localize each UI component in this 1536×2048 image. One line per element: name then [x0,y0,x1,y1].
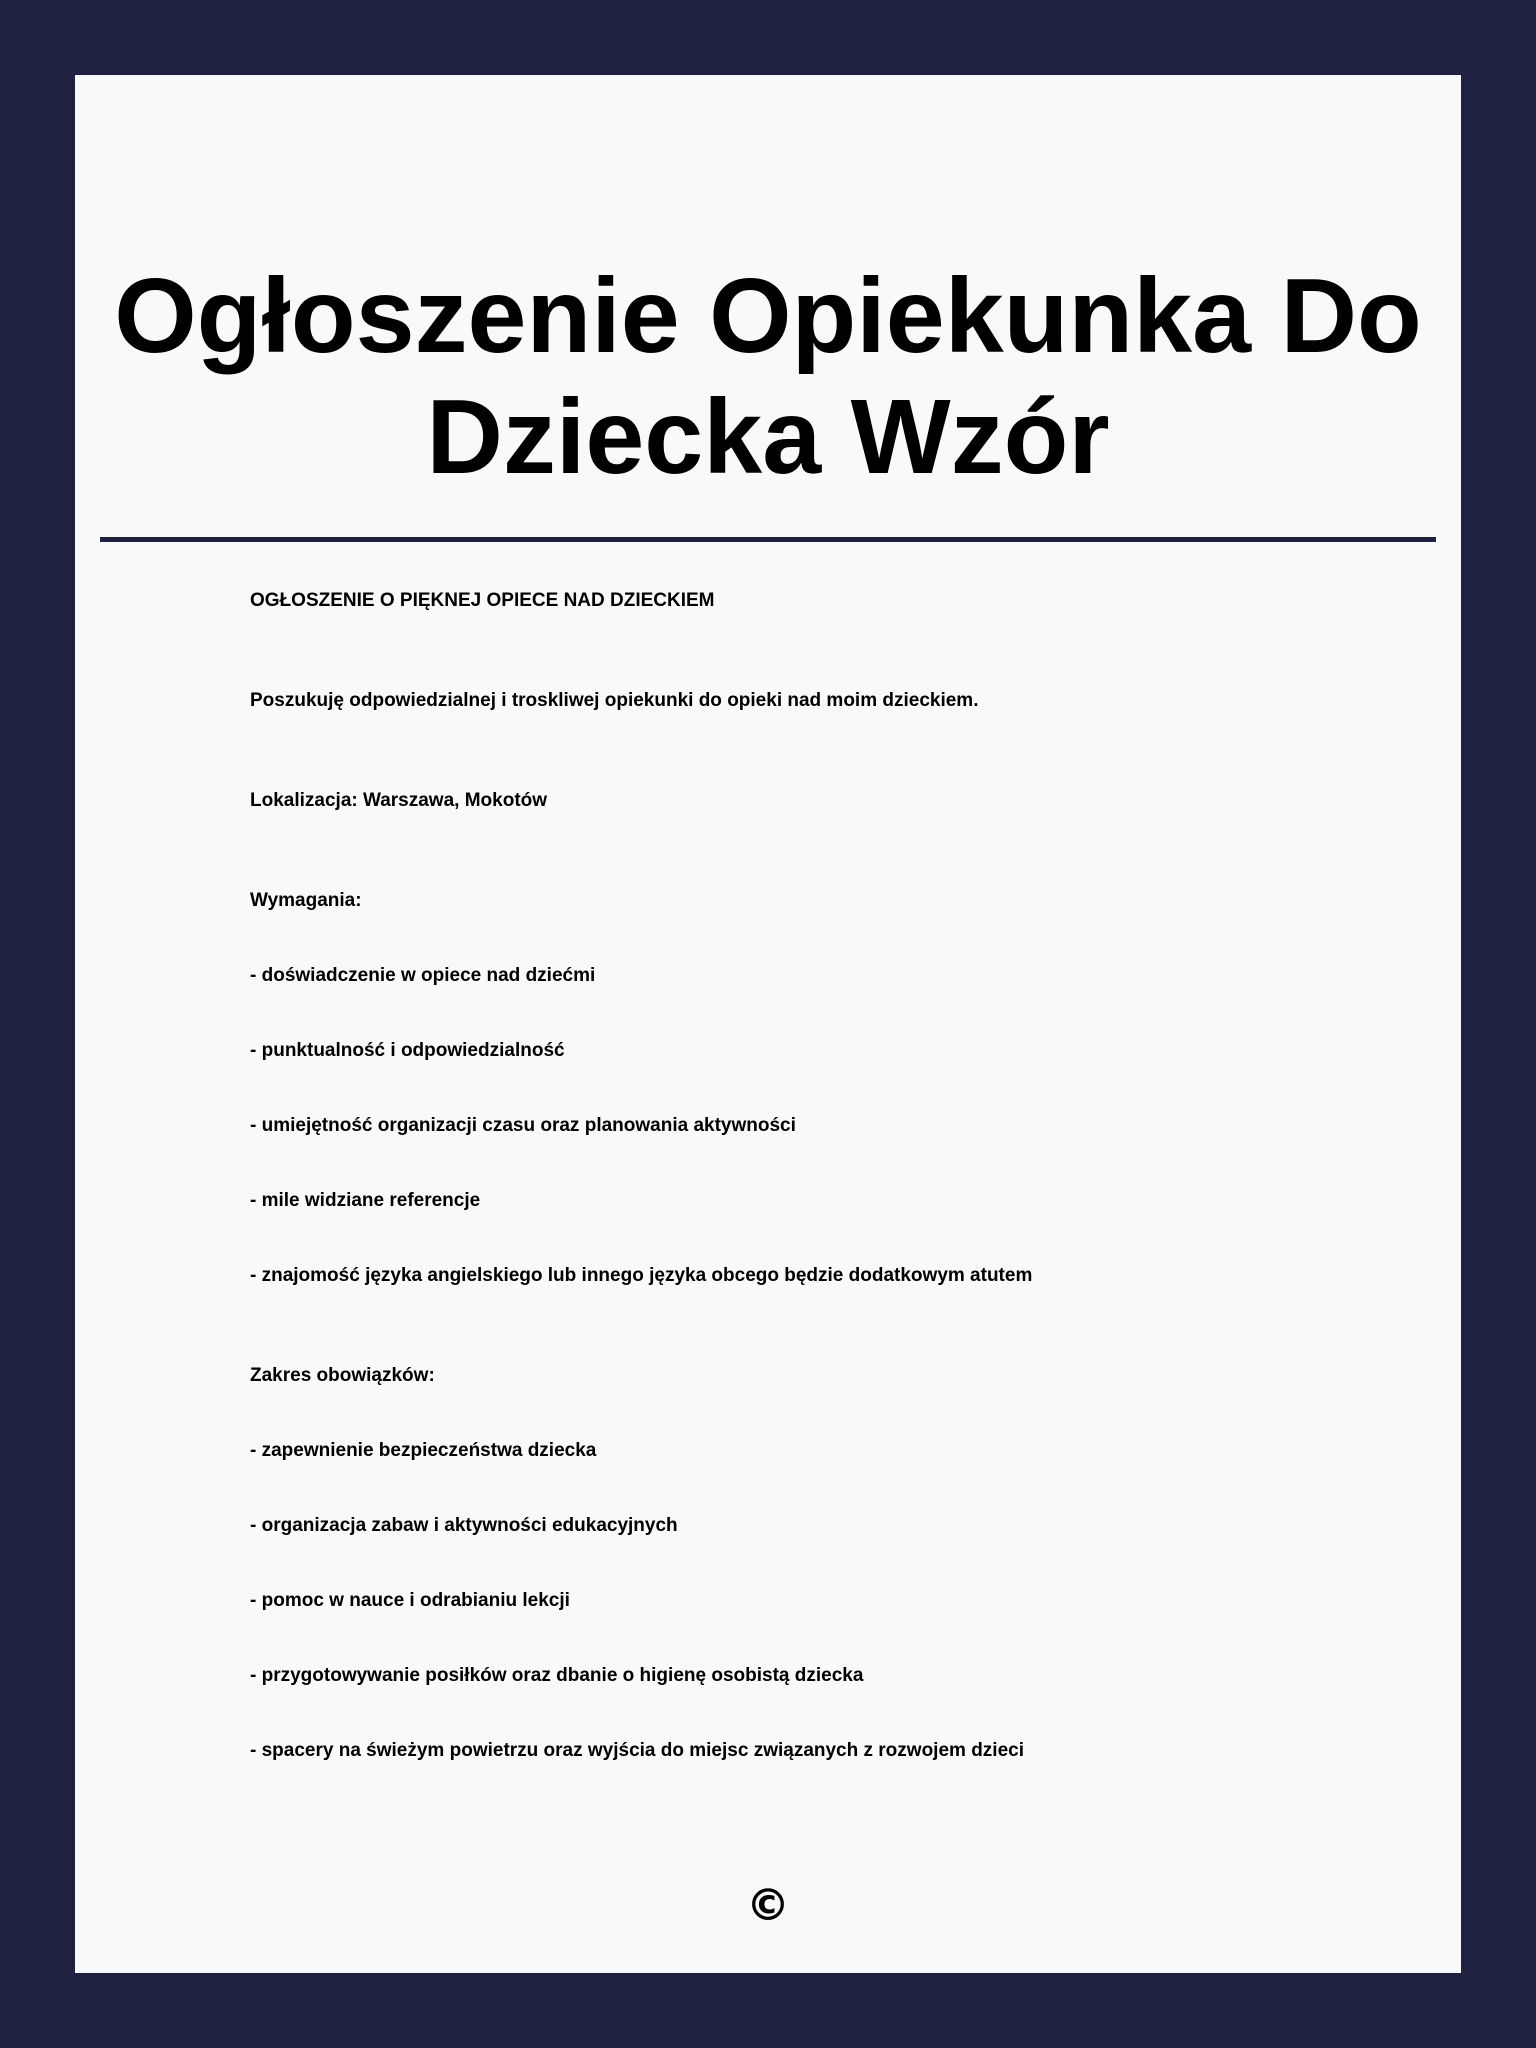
duty-item: - organizacja zabaw i aktywności edukacyjnych [250,1515,678,1536]
document-heading: OGŁOSZENIE O PIĘKNEJ OPIECE NAD DZIECKIEM [250,590,715,611]
duty-item: - pomoc w nauce i odrabianiu lekcji [250,1590,570,1611]
intro-text: Poszukuję odpowiedzialnej i troskliwej opiekunki do opieki nad moim dzieckiem. [250,690,979,711]
document-page [75,75,1461,1973]
duty-item: - zapewnienie bezpieczeństwa dziecka [250,1440,597,1461]
requirement-item: - punktualność i odpowiedzialność [250,1040,565,1061]
duty-item: - przygotowywanie posiłków oraz dbanie o higienę osobistą dziecka [250,1665,864,1686]
duties-label: Zakres obowiązków: [250,1365,435,1386]
requirement-item: - znajomość języka angielskiego lub innego języka obcego będzie dodatkowym atutem [250,1265,1033,1286]
duty-item: - spacery na świeżym powietrzu oraz wyjścia do miejsc związanych z rozwojem dzieci [250,1740,1024,1761]
title-divider [100,537,1436,542]
copyright-symbol: © [746,1880,790,1931]
page-title: Ogłoszenie Opiekunka Do Dziecka Wzór [114,257,1422,496]
requirements-label: Wymagania: [250,890,362,911]
requirement-item: - doświadczenie w opiece nad dziećmi [250,965,596,986]
requirement-item: - umiejętność organizacji czasu oraz planowania aktywności [250,1115,796,1136]
location-text: Lokalizacja: Warszawa, Mokotów [250,790,548,811]
requirement-item: - mile widziane referencje [250,1190,481,1211]
